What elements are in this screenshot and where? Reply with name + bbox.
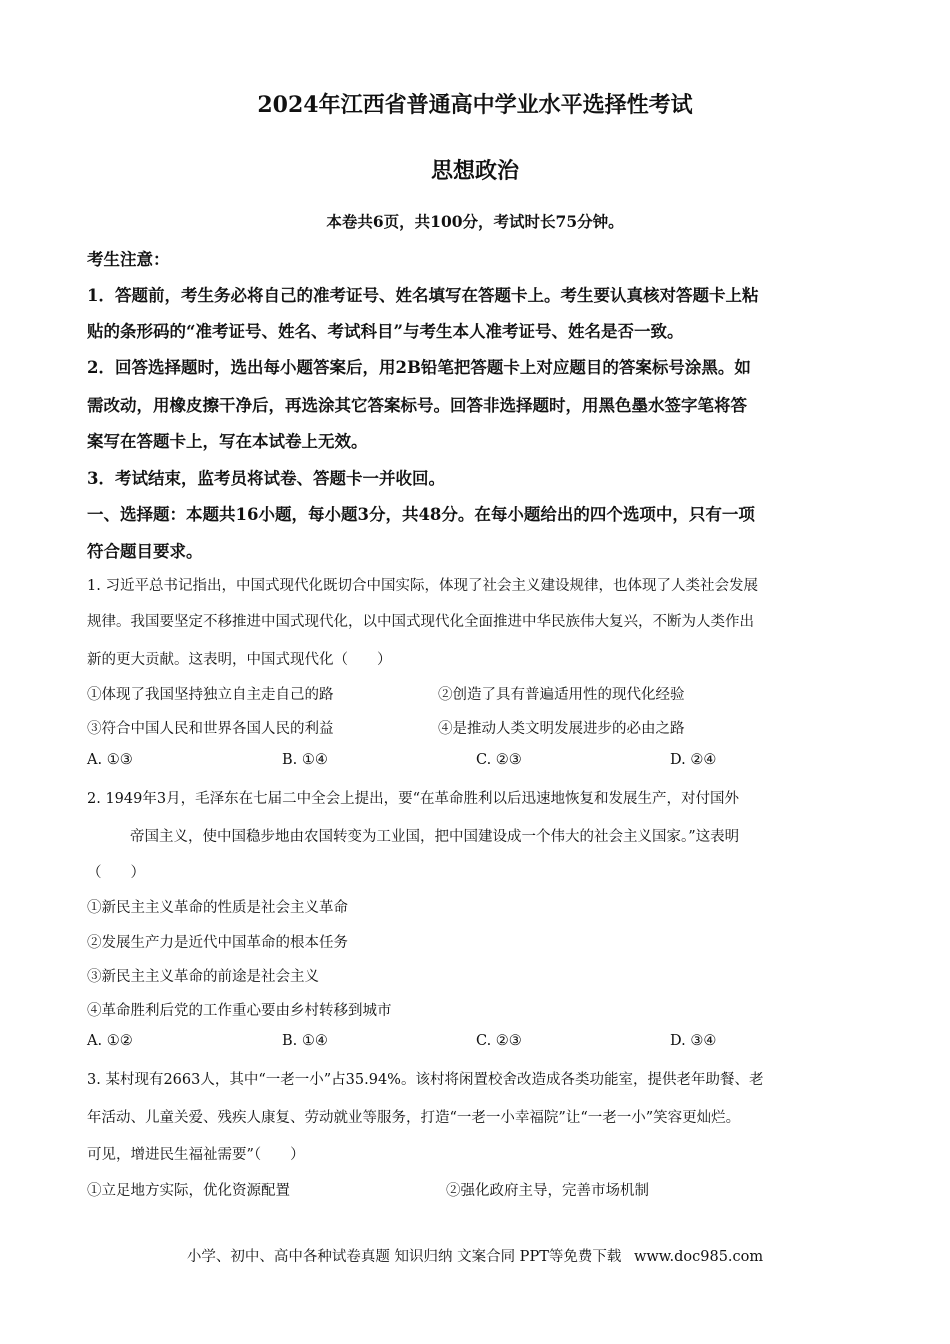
question-2-statement: ②发展生产力是近代中国革命的根本任务 bbox=[87, 935, 348, 951]
question-3-text: 3. 某村现有2663人，其中“一老一小”占35.94%。该村将闲置校舍改造成各类功能室，提供老年助餐、老 bbox=[87, 1072, 764, 1088]
question-3-text: 年活动、儿童关爱、残疾人康复、劳动就业等服务，打造“一老一小幸福院”让“一老一小”笑容更灿烂。 bbox=[87, 1110, 741, 1126]
exam-title: 2024年江西省普通高中学业水平选择性考试 bbox=[257, 92, 693, 118]
notice-line: 2．回答选择题时，选出每小题答案后，用2B铅笔把答题卡上对应题目的答案标号涂黑。如 bbox=[87, 358, 751, 377]
section-heading-cont: 符合题目要求。 bbox=[87, 542, 203, 561]
question-1-statement: ④是推动人类文明发展进步的必由之路 bbox=[438, 721, 685, 737]
footer-text: 小学、初中、高中各种试卷真题 知识归纳 文案合同 PPT等免费下载 bbox=[186, 1249, 622, 1265]
exam-info: 本卷共6页，共100分，考试时长75分钟。 bbox=[326, 212, 624, 231]
question-1-statement: ③符合中国人民和世界各国人民的利益 bbox=[87, 721, 334, 737]
question-2-statement: ④革命胜利后党的工作重心要由乡村转移到城市 bbox=[87, 1003, 392, 1019]
notice-line: 1．答题前，考生务必将自己的准考证号、姓名填写在答题卡上。考生要认真核对答题卡上粘 bbox=[87, 286, 759, 305]
question-1-statement: ②创造了具有普遍适用性的现代化经验 bbox=[438, 687, 685, 703]
question-3-statement: ②强化政府主导，完善市场机制 bbox=[446, 1183, 649, 1199]
notice-heading: 考生注意： bbox=[87, 250, 170, 269]
question-2-statement: ③新民主主义革命的前途是社会主义 bbox=[87, 969, 319, 985]
question-1-text: 1. 习近平总书记指出，中国式现代化既切合中国实际，体现了社会主义建设规律，也体现了人类社会发展 bbox=[87, 578, 758, 594]
question-1-option-a: A. ①③ bbox=[87, 752, 133, 768]
page-footer bbox=[0, 1245, 950, 1266]
question-2-statement: ①新民主主义革命的性质是社会主义革命 bbox=[87, 900, 348, 916]
question-1-option-d: D. ②④ bbox=[670, 752, 717, 768]
notice-line: 需改动，用橡皮擦干净后，再选涂其它答案标号。回答非选择题时，用黑色墨水签字笔将答 bbox=[87, 396, 747, 415]
question-2-text: （ ） bbox=[87, 865, 145, 881]
question-2-option-c: C. ②③ bbox=[476, 1033, 522, 1049]
question-2-option-b: B. ①④ bbox=[282, 1033, 328, 1049]
subject-title: 思想政治 bbox=[430, 158, 519, 184]
question-3-statement: ①立足地方实际，优化资源配置 bbox=[87, 1183, 290, 1199]
question-2-option-d: D. ③④ bbox=[670, 1033, 717, 1049]
question-1-option-c: C. ②③ bbox=[476, 752, 522, 768]
notice-line: 案写在答题卡上，写在本试卷上无效。 bbox=[87, 432, 368, 451]
question-1-option-b: B. ①④ bbox=[282, 752, 328, 768]
question-2-text: 2. 1949年3月，毛泽东在七届二中全会上提出，要“在革命胜利以后迅速地恢复和发展生产，对付国外 bbox=[87, 791, 739, 807]
question-1-text: 新的更大贡献。这表明，中国式现代化（ ） bbox=[87, 652, 392, 668]
footer-url-link[interactable]: www.doc985.com bbox=[633, 1249, 764, 1265]
question-2-option-a: A. ①② bbox=[87, 1033, 133, 1049]
question-3-text: 可见，增进民生福祉需要”（ ） bbox=[87, 1147, 305, 1163]
notice-line: 3．考试结束，监考员将试卷、答题卡一并收回。 bbox=[87, 469, 445, 488]
question-1-statement: ①体现了我国坚持独立自主走自己的路 bbox=[87, 687, 334, 703]
question-2-text: 帝国主义，使中国稳步地由农国转变为工业国，把中国建设成一个伟大的社会主义国家。”这表明 bbox=[130, 829, 740, 845]
notice-line: 贴的条形码的“准考证号、姓名、考试科目”与考生本人准考证号、姓名是否一致。 bbox=[87, 322, 684, 341]
question-1-text: 规律。我国要坚定不移推进中国式现代化，以中国式现代化全面推进中华民族伟大复兴，不断为人类作出 bbox=[87, 614, 754, 630]
section-heading: 一、选择题：本题共16小题，每小题3分，共48分。在每小题给出的四个选项中，只有一项 bbox=[87, 505, 755, 524]
